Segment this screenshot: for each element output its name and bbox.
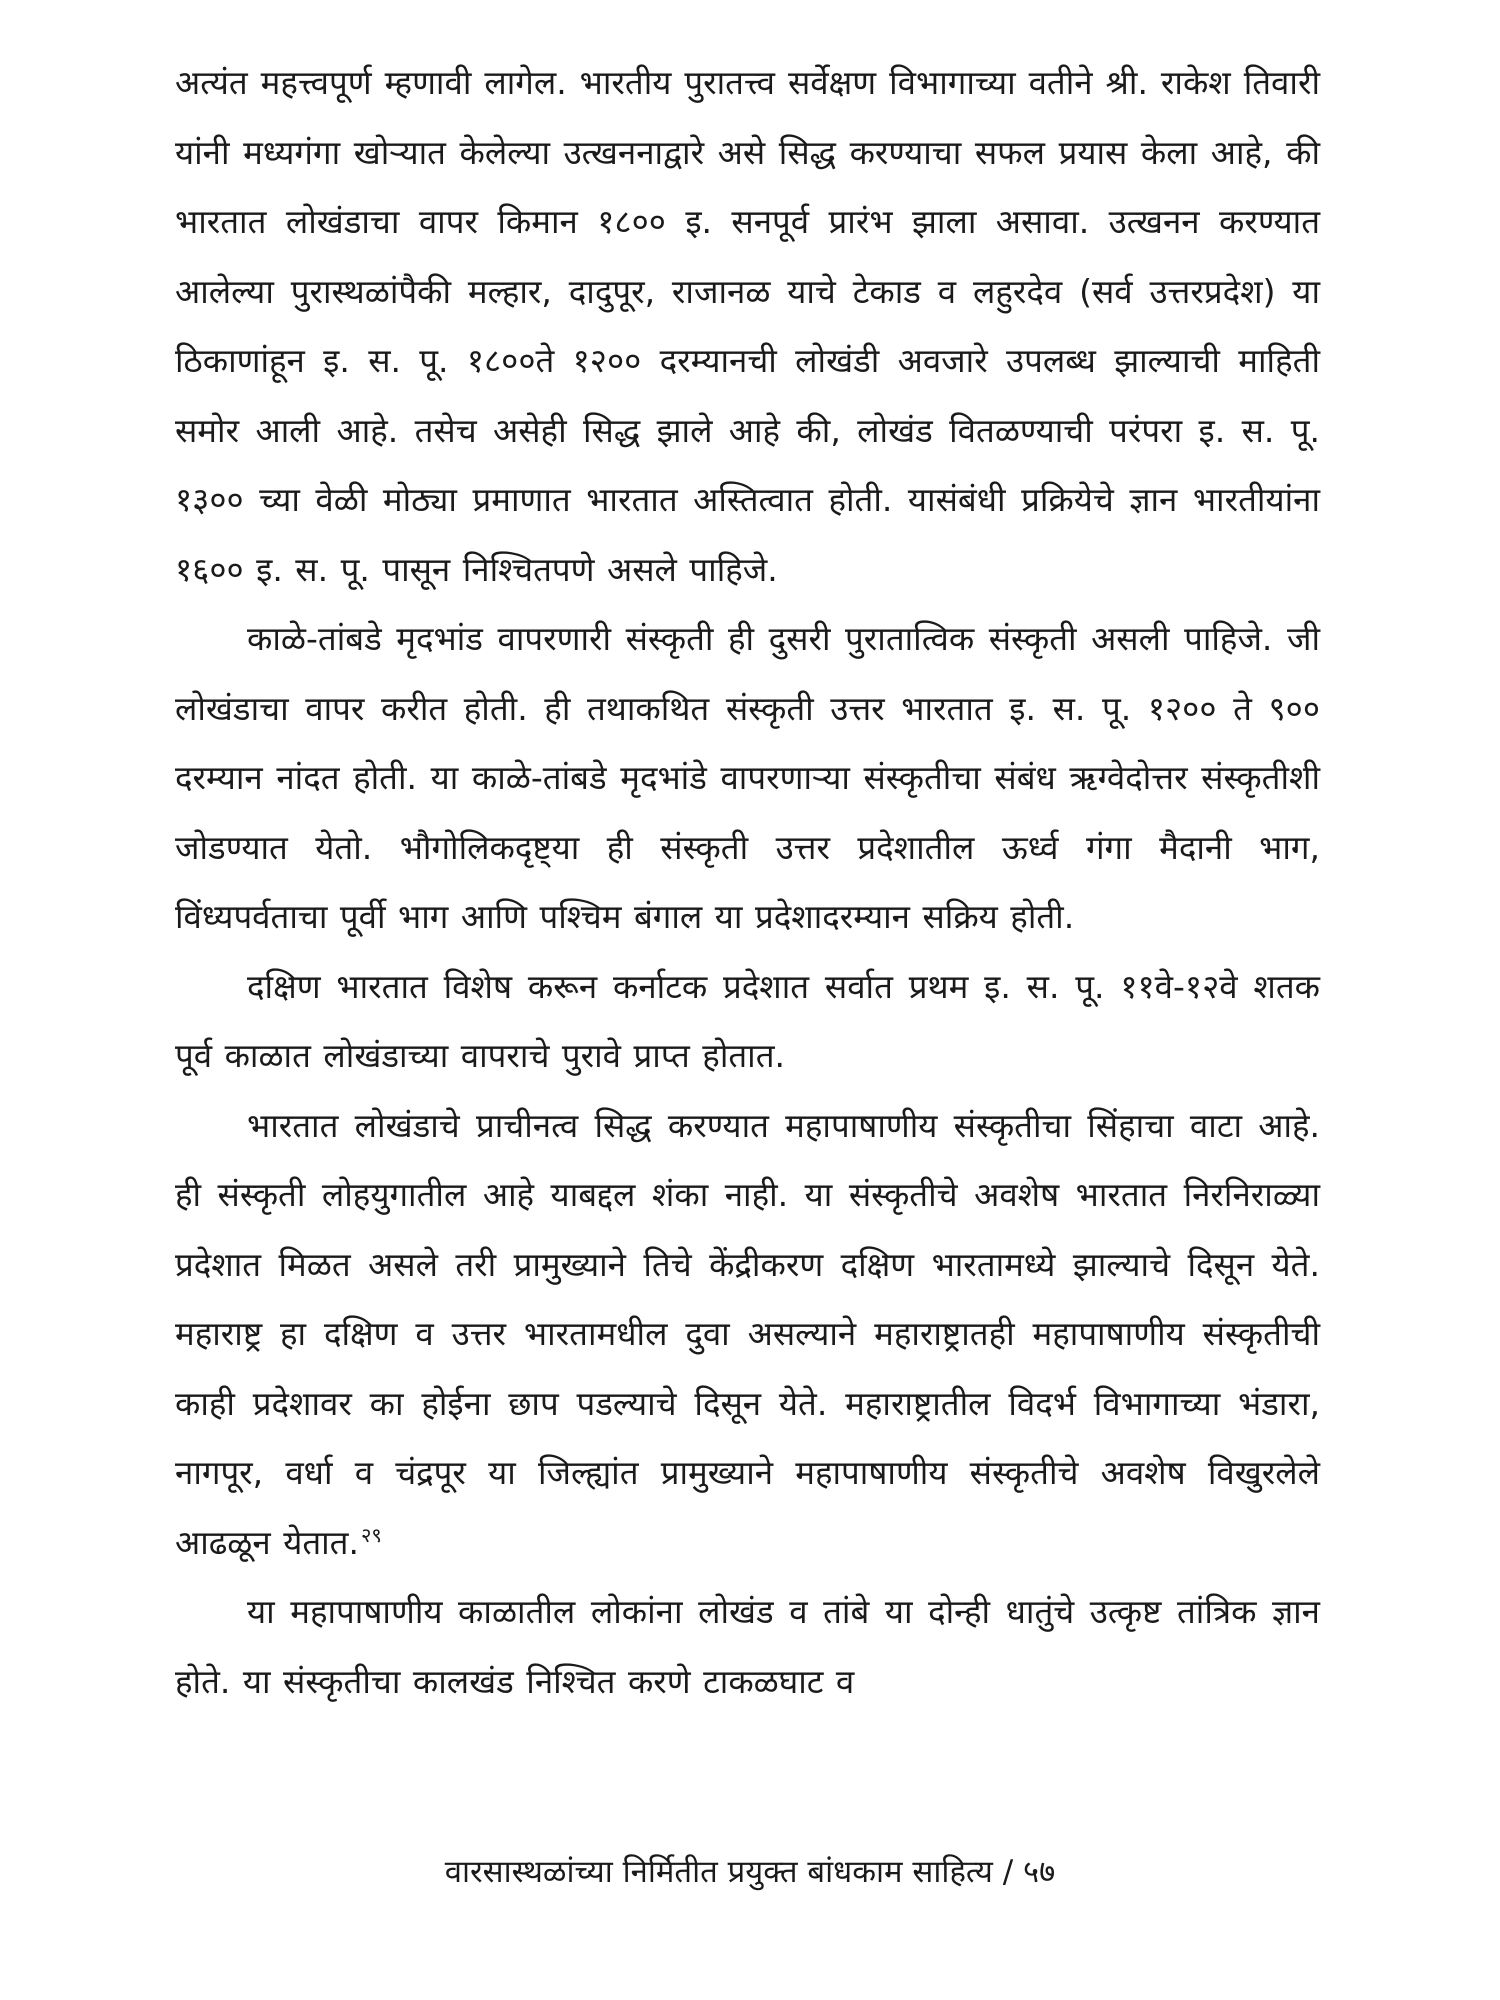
paragraph-2: काळे-तांबडे मृदभांड वापरणारी संस्कृती ही दुसरी पुरातात्विक संस्कृती असली पाहिजे. जी लोखंडाचा वापर करीत होती. ही तथाकथित संस्कृती उत्तर भारतात इ. स. पू. १२०० ते ९०० दरम्यान नांदत होती. या काळे-तांबडे मृदभांडे वापरणाऱ्या संस्कृतीचा संबंध ऋग्वेदोत्तर संस्कृतीशी जोडण्यात येतो. भौगोलिकदृष्ट्या ही संस्कृती उत्तर प्रदेशातील ऊर्ध्व गंगा मैदानी भाग, विंध्यपर्वताचा पूर्वी भाग आणि पश्चिम बंगाल या प्रदेशादरम्यान सक्रिय होती. (175, 619, 1320, 936)
body-text (175, 48, 1320, 1716)
paragraph-4-text: भारतात लोखंडाचे प्राचीनत्व सिद्ध करण्यात महापाषाणीय संस्कृतीचा सिंहाचा वाटा आहे. ही संस्कृती लोहयुगातील आहे याबद्दल शंका नाही. या संस्कृतीचे अवशेष भारतात निरनिराळ्या प्रदेशात मिळत असले तरी प्रामुख्याने तिचे केंद्रीकरण दक्षिण भारतामध्ये झाल्याचे दिसून येते. महाराष्ट्र हा दक्षिण व उत्तर भारतामधील दुवा असल्याने महाराष्ट्रातही महापाषाणीय संस्कृतीची काही प्रदेशावर का होईना छाप पडल्याचे दिसून येते. महाराष्ट्रातील विदर्भ विभागाच्या भंडारा, नागपूर, वर्धा व चंद्रपूर या जिल्ह्यांत प्रामुख्याने महापाषाणीय संस्कृतीचे अवशेष विखुरलेले आढळून येतात. (175, 1105, 1320, 1562)
paragraph-3: दक्षिण भारतात विशेष करून कर्नाटक प्रदेशात सर्वात प्रथम इ. स. पू. ११वे-१२वे शतक पूर्व काळात लोखंडाच्या वापराचे पुरावे प्राप्त होतात. (175, 966, 1320, 1075)
footnote-reference: २९ (361, 1522, 382, 1547)
paragraph-5: या महापाषाणीय काळातील लोकांना लोखंड व तांबे या दोन्ही धातुंचे उत्कृष्ट तांत्रिक ज्ञान होते. या संस्कृतीचा कालखंड निश्चित करणे टाकळघाट व (175, 1592, 1320, 1701)
page-footer: वारसास्थळांच्या निर्मितीत प्रयुक्त बांधकाम साहित्य / ५७ (444, 1854, 1056, 1890)
paragraph-4 (175, 1091, 1320, 1578)
paragraph-1: अत्यंत महत्त्वपूर्ण म्हणावी लागेल. भारतीय पुरातत्त्व सर्वेक्षण विभागाच्या वतीने श्री. राकेश तिवारी यांनी मध्यगंगा खोऱ्यात केलेल्या उत्खननाद्वारे असे सिद्ध करण्याचा सफल प्रयास केला आहे, की भारतात लोखंडाचा वापर किमान १८०० इ. सनपूर्व प्रारंभ झाला असावा. उत्खनन करण्यात आलेल्या पुरास्थळांपैकी मल्हार, दादुपूर, राजानळ याचे टेकाड व लहुरदेव (सर्व उत्तरप्रदेश) या ठिकाणांहून इ. स. पू. १८००ते १२०० दरम्यानची लोखंडी अवजारे उपलब्ध झाल्याची माहिती समोर आली आहे. तसेच असेही सिद्ध झाले आहे की, लोखंड वितळण्याची परंपरा इ. स. पू. १३०० च्या वेळी मोठ्या प्रमाणात भारतात अस्तित्वात होती. यासंबंधी प्रक्रियेचे ज्ञान भारतीयांना १६०० इ. स. पू. पासून निश्चितपणे असले पाहिजे. (175, 63, 1320, 589)
